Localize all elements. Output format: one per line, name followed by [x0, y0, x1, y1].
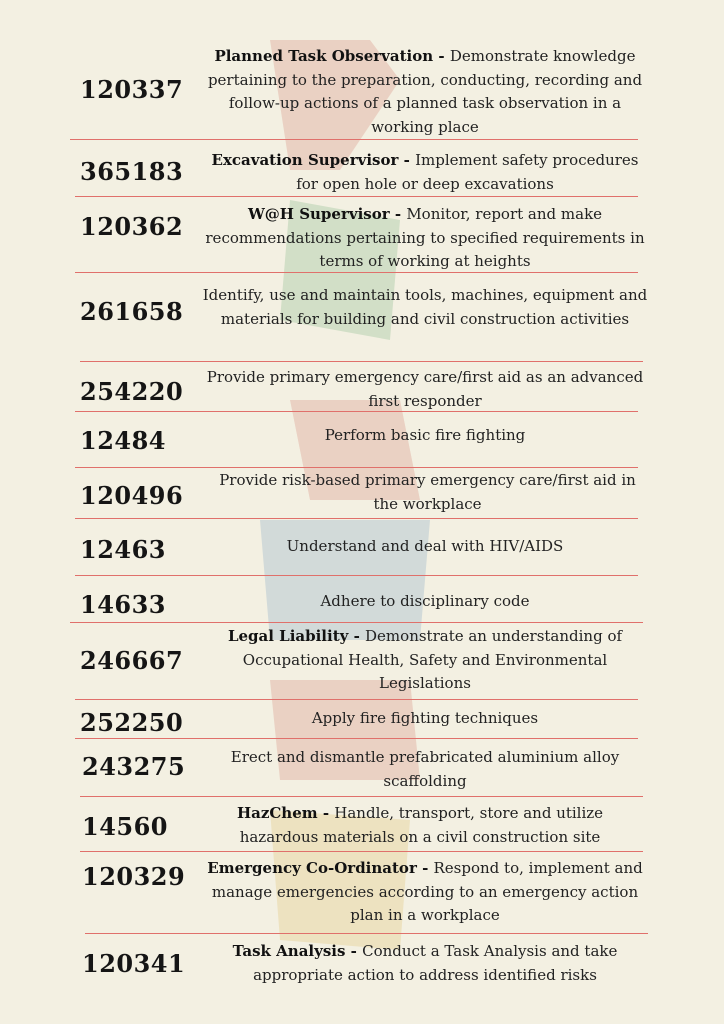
unit-text: Demonstrate an understanding of Occupational Health, Safety and Environmental Legislations [242, 627, 623, 692]
unit-title: Emergency Co-Ordinator - [207, 859, 434, 877]
unit-text: Handle, transport, store and utilize hazardous materials on a civil construction site [239, 804, 604, 846]
unit-description [200, 707, 650, 731]
unit-description [200, 424, 650, 448]
unit-description [200, 45, 650, 139]
unit-standard-code: 243275 [82, 752, 186, 781]
unit-standard-code: 246667 [80, 646, 184, 675]
unit-title: W@H Supervisor - [247, 205, 407, 223]
unit-description [200, 746, 650, 793]
unit-description [200, 149, 650, 196]
row-divider [75, 518, 638, 519]
unit-standard-code: 14633 [80, 590, 166, 619]
unit-standard-code: 120337 [80, 75, 184, 104]
unit-title: Task Analysis - [232, 942, 363, 960]
unit-description [200, 284, 650, 331]
row-divider [75, 411, 638, 412]
unit-text: Respond to, implement and manage emergencies according to an emergency action plan in a workplace [211, 859, 643, 924]
unit-text: Understand and deal with HIV/AIDS [286, 537, 564, 555]
unit-description [205, 469, 650, 516]
row-divider [75, 699, 638, 700]
unit-description [200, 366, 650, 413]
unit-standard-code: 120496 [80, 481, 184, 510]
unit-title: Planned Task Observation - [214, 47, 450, 65]
unit-description [200, 625, 650, 696]
unit-text: Identify, use and maintain tools, machines, equipment and materials for building and civil construction activities [202, 286, 648, 328]
unit-standard-code: 120329 [82, 862, 186, 891]
row-divider [75, 575, 638, 576]
unit-text: Conduct a Task Analysis and take appropriate action to address identified risks [253, 942, 618, 984]
unit-description [210, 940, 640, 987]
unit-standard-code: 252250 [80, 708, 184, 737]
row-divider [80, 851, 643, 852]
row-divider [80, 796, 643, 797]
row-divider [70, 622, 643, 623]
row-divider [80, 361, 643, 362]
unit-standard-code: 365183 [80, 157, 184, 186]
row-divider [75, 272, 638, 273]
unit-description [210, 802, 630, 849]
unit-standard-code: 12484 [80, 426, 166, 455]
row-divider [70, 139, 638, 140]
unit-standard-code: 254220 [80, 377, 184, 406]
unit-title: HazChem - [236, 804, 335, 822]
unit-text: Adhere to disciplinary code [320, 592, 530, 610]
unit-description [200, 590, 650, 614]
unit-title: Legal Liability - [227, 627, 366, 645]
unit-description [200, 203, 650, 274]
row-divider [75, 196, 638, 197]
unit-text: Perform basic fire fighting [324, 426, 526, 444]
row-divider [75, 738, 638, 739]
unit-title: Excavation Supervisor - [211, 151, 416, 169]
unit-standard-code: 12463 [80, 535, 166, 564]
unit-text: Apply fire fighting techniques [311, 709, 539, 727]
unit-text: Provide primary emergency care/first aid as an advanced first responder [206, 368, 644, 410]
row-divider [85, 933, 648, 934]
unit-description [200, 535, 650, 559]
unit-text: Implement safety procedures for open hole or deep excavations [296, 151, 639, 193]
unit-text: Monitor, report and make recommendations pertaining to specified requirements in terms of working at heights [205, 205, 645, 270]
unit-text: Demonstrate knowledge pertaining to the preparation, conducting, recording and follow-up actions of a planned task observation in a working place [207, 47, 643, 136]
unit-text: Erect and dismantle prefabricated aluminium alloy scaffolding [230, 748, 620, 790]
unit-standard-code: 120341 [82, 949, 186, 978]
unit-text: Provide risk-based primary emergency care/first aid in the workplace [219, 471, 636, 513]
unit-standard-code: 261658 [80, 297, 184, 326]
unit-standard-code: 120362 [80, 212, 184, 241]
unit-description [205, 857, 645, 928]
unit-standard-code: 14560 [82, 812, 168, 841]
